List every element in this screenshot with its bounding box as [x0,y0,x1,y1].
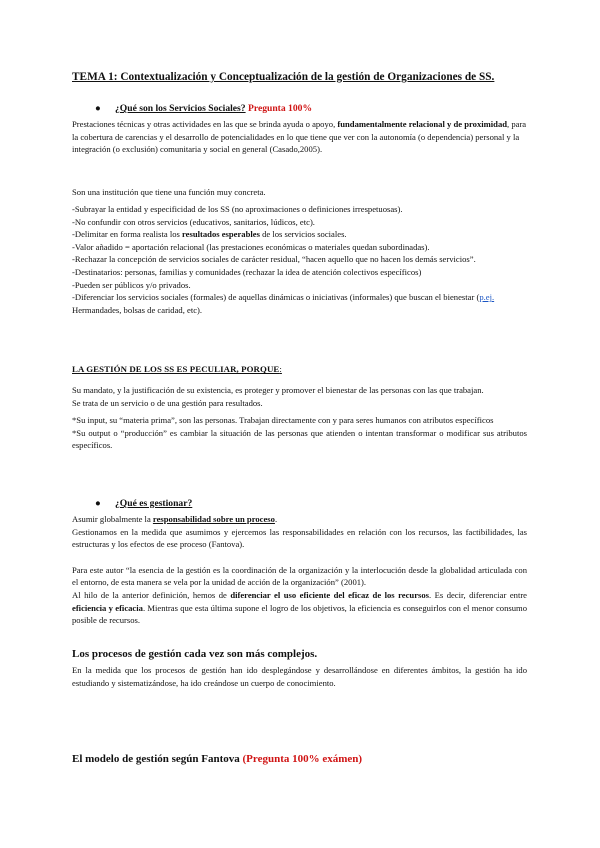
example-link[interactable]: p.ej. [479,292,495,303]
paragraph-text: . Es decir, diferenciar entre [429,589,528,600]
peculiar-paragraphs [72,384,527,452]
list-item-text: -Delimitar en forma realista los [72,229,183,240]
paragraph-text: . Mientras que esta última supone el logro de los objetivos, la eficiencia es conseguirlos con el menor consumo posible de recursos. [72,602,527,626]
question-tag: Pregunta 100% [248,103,313,114]
paragraph: Para este autor “la esencia de la gestión es la coordinación de la organización y la interlocución desde la globalidad articulada con el entorno, de esta manera se vela por la unidad de acción de la organización” (2001). [72,564,527,588]
question-text: ¿Qué son los Servicios Sociales? [115,103,246,114]
paragraph-text: Asumir globalmente la [72,514,153,524]
heading-procesos: Los procesos de gestión cada vez son más complejos. [72,648,318,660]
bullet-dot-icon: ● [95,498,101,509]
paragraph-bold: responsabilidad sobre un proceso [152,514,275,524]
paragraph: Gestionamos en la medida que asumimos y ejercemos las responsabilidades en relación con los recursos, las factibilidades, las estructuras y los efectos de ese proceso (Fantova). [72,526,527,550]
paragraph-bold: diferenciar el uso eficiente del eficaz de los recursos [230,589,429,600]
list-item-bold: resultados esperables [182,229,260,240]
institution-paragraph: Son una institución que tiene una función muy concreta. [72,187,266,197]
paragraph-bold: eficiencia y eficacia [72,602,143,613]
list-item: -Subrayar la entidad y especificidad de los SS (no aproximaciones o definiciones irrespetuosas). [72,204,403,214]
question-gestionar [95,498,192,509]
paragraph: Se trata de un servicio o de una gestión para resultados. [72,397,263,408]
bullet-dot-icon: ● [95,103,101,114]
paragraph [72,589,527,627]
list-item: -Valor añadido = aportación relacional (las prestaciones económicas o materiales quedan subordinadas). [72,241,430,252]
list-item: -No confundir con otros servicios (educativos, sanitarios, lúdicos, etc). [72,216,315,227]
list-item [72,291,527,316]
list-item: -Rechazar la concepción de servicios sociales de carácter residual, “hacen aquello que no hacen los demás servicios”. [72,254,476,265]
paragraph-text: . [274,514,278,524]
list-item: -Pueden ser públicos y/o privados. [72,279,191,290]
paragraph: *Su output o “producción” es cambiar la situación de las personas que atienden o intentan transformar o modificar sus atributos específicos. [72,427,527,451]
question-servicios-sociales [95,103,312,114]
heading-tag: (Pregunta 100% exámen) [242,753,363,765]
section-heading-text: LA GESTIÓN DE LOS SS ES PECULIAR, PORQUE [72,364,280,374]
section-heading-peculiar [72,364,282,374]
procesos-paragraph: En la medida que los procesos de gestión han ido desplegándose y desarrollándose en diferentes ámbitos, la gestión ha ido estudiando y sistematizándose, ha ido creándose un cuerpo de conocimiento. [72,665,527,688]
definition-paragraph [72,118,527,156]
gestion-paragraphs [72,513,527,627]
question-text: ¿Qué es gestionar? [115,498,193,509]
list-item-text: Hermandades, bolsas de caridad, etc). [72,304,203,315]
definition-text-1: Prestaciones técnicas y otras actividades en las que se brinda ayuda o apoyo, [72,119,338,129]
paragraph: Su mandato, y la justificación de su existencia, es proteger y promover el bienestar de las personas con las que trabajan. [72,385,484,395]
definition-bold: fundamentalmente relacional y de proximidad [337,119,508,129]
page-title [72,71,532,83]
characteristics-list [72,203,527,316]
paragraph [72,513,527,526]
heading-text: El modelo de gestión según Fantova [72,753,240,765]
list-item [72,228,527,241]
list-item-text: -Diferenciar los servicios sociales (formales) de aquellas dinámicas o iniciativas (informales) que buscan el bienestar ( [72,292,480,303]
definition-text-2: , para la cobertura de carencias y el desarrollo de potencialidades en lo que tiene que ver con la autonomía (o dependencia) personal y la integración (o exclusión) comunitaria y social en general (Casado,2005). [72,119,527,155]
list-item-text: de los servicios sociales. [259,229,347,240]
paragraph-text: Al hilo de la anterior definición, hemos de [72,589,231,600]
section-heading-colon: : [279,364,282,374]
paragraph: *Su input, su “materia prima”, son las personas. Trabajan directamente con y para seres humanos con atributos específicos [72,415,494,426]
heading-modelo-fantova [72,753,362,765]
list-item: -Destinatarios: personas, familias y comunidades (rechazar la idea de atención colectivos específicos) [72,266,422,277]
page-title-text: TEMA 1: Contextualización y Conceptualización de la gestión de Organizaciones de SS. [72,71,495,83]
